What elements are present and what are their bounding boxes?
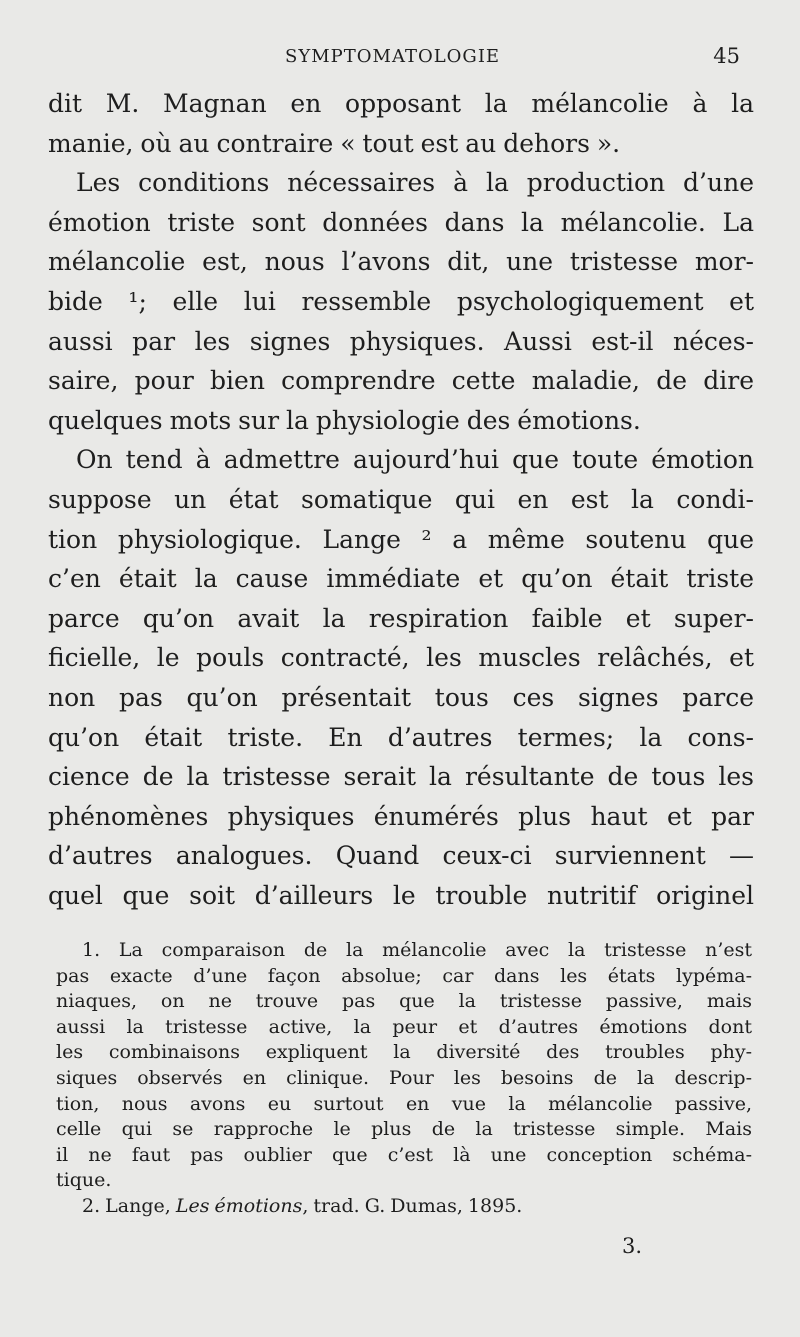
- footnote-line: tique.: [56, 1169, 112, 1192]
- body-text: [48, 84, 754, 915]
- text-line: suppose un état somatique qui en est la condi-: [48, 484, 754, 514]
- text-line: aussi par les signes physiques. Aussi est-il néces-: [48, 326, 754, 356]
- text-line: cience de la tristesse serait la résultante de tous les: [48, 762, 754, 792]
- footnote-line: niaques, on ne trouve pas que la tristesse passive, mais: [56, 990, 752, 1013]
- text-line: ficielle, le pouls contracté, les muscles relâchés, et: [48, 643, 754, 673]
- text-line: émotion triste sont données dans la mélancolie. La: [48, 207, 754, 237]
- text-line: bide ¹; elle lui ressemble psychologiquement et: [48, 286, 754, 316]
- page-number: 45: [713, 44, 740, 68]
- text-line: Les conditions nécessaires à la production d’une: [76, 168, 754, 198]
- footnote-2-prefix: 2. Lange,: [82, 1194, 176, 1217]
- text-line: quel que soit d’ailleurs le trouble nutritif originel: [48, 880, 754, 910]
- footnote-line: pas exacte d’une façon absolue; car dans les états lypéma-: [56, 964, 752, 987]
- footnote-line: tion, nous avons eu surtout en vue la mélancolie passive,: [56, 1092, 752, 1115]
- footnote-2: [56, 1194, 752, 1220]
- footnote-line: aussi la tristesse active, la peur et d’autres émotions dont: [56, 1015, 752, 1038]
- footnote-2-title: Les émotions: [175, 1194, 303, 1217]
- text-line: d’autres analogues. Quand ceux-ci surviennent —: [48, 841, 754, 871]
- footnote-2-suffix: , trad. G. Dumas, 1895.: [302, 1194, 523, 1217]
- text-line: manie, où au contraire « tout est au dehors ».: [48, 128, 621, 158]
- signature-mark: 3.: [622, 1234, 643, 1258]
- footnote-line: celle qui se rapproche le plus de la tristesse simple. Mais: [56, 1118, 752, 1141]
- text-line: qu’on était triste. En d’autres termes; la cons-: [48, 722, 754, 752]
- running-title: SYMPTOMATOLOGIE: [285, 46, 501, 67]
- text-line: non pas qu’on présentait tous ces signes parce: [48, 682, 754, 712]
- text-line: tion physiologique. Lange ² a même soutenu que: [48, 524, 754, 554]
- footnote-line: les combinaisons expliquent la diversité des troubles phy-: [56, 1041, 752, 1064]
- page-header: [0, 44, 800, 74]
- footnote-line: siques observés en clinique. Pour les besoins de la descrip-: [56, 1066, 752, 1089]
- text-line: parce qu’on avait la respiration faible et super-: [48, 603, 754, 633]
- text-line: phénomènes physiques énumérés plus haut et par: [48, 801, 754, 831]
- footnotes: [56, 938, 752, 1220]
- text-line: mélancolie est, nous l’avons dit, une tristesse mor-: [48, 247, 754, 277]
- text-line: dit M. Magnan en opposant la mélancolie à la: [48, 89, 754, 118]
- text-line: saire, pour bien comprendre cette maladie, de dire: [48, 366, 754, 396]
- text-line: c’en était la cause immédiate et qu’on était triste: [48, 564, 754, 594]
- footnote-line: il ne faut pas oublier que c’est là une conception schéma-: [56, 1143, 752, 1166]
- text-line: quelques mots sur la physiologie des émotions.: [48, 405, 641, 435]
- footnote-line: 1. La comparaison de la mélancolie avec la tristesse n’est: [82, 939, 752, 961]
- text-line: On tend à admettre aujourd’hui que toute émotion: [76, 445, 754, 475]
